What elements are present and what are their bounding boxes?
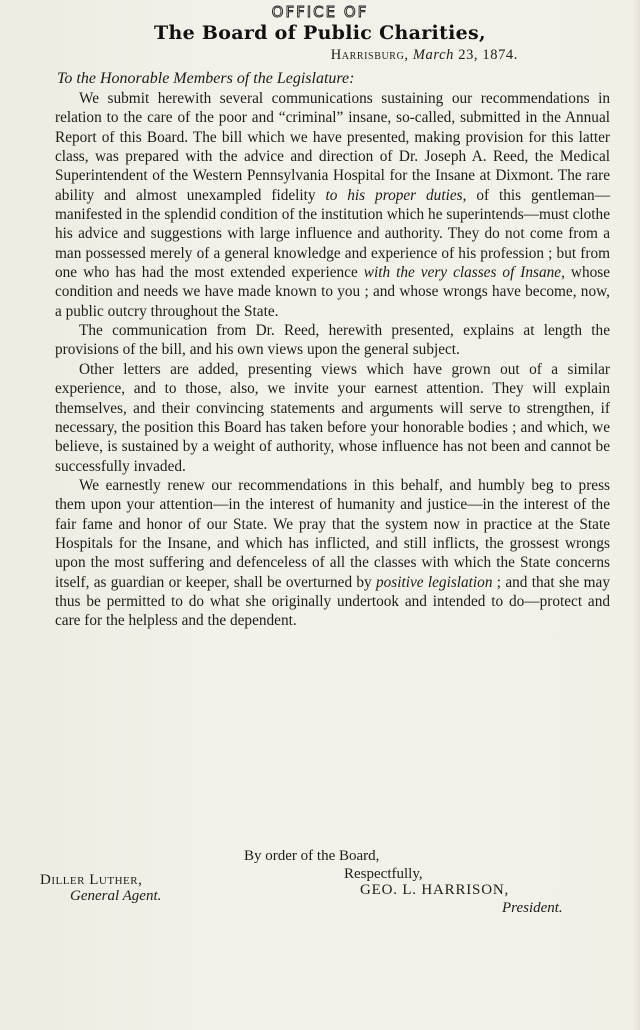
agent-signature: Diller Luther,: [40, 872, 143, 888]
president-signature: GEO. L. HARRISON,: [360, 882, 510, 898]
board-title: The Board of Public Charities,: [154, 22, 486, 44]
paragraph-1-emphasis-b: with the very classes of Insane,: [363, 264, 565, 282]
paragraph-4: [55, 476, 610, 631]
paragraph-4-text-a: We earnestly renew our recommendations in this behalf, and humbly beg to press them upon your attention—in the interest of humanity and justice—in the interest of the fair fame and honor of our State. We pray that the system now in practice at the State Hospitals for the Insane, and which has inflicted, and still inflicts, the grossest wrongs upon the most suffering and defenceless of all the classes with which the State concerns itself, as guardian or keeper, shall be overturned by: [55, 476, 610, 591]
paragraph-1: [55, 89, 610, 321]
by-order-line: By order of the Board,: [244, 848, 380, 864]
salutation: To the Honorable Members of the Legislature:: [57, 70, 355, 87]
dateline-month: March: [412, 47, 454, 63]
paragraph-4-text-b: ; and that she may thus be permitted to do what she originally undertook and intended to do—protect and care for the helpless and the dependent.: [55, 573, 610, 630]
president-title: President.: [502, 900, 563, 916]
office-heading: OFFICE OF: [271, 3, 369, 21]
letter-body: [55, 89, 610, 631]
paragraph-3: Other letters are added, presenting views which have grown out of a similar experience, and to those, also, we invite your earnest attention. They will explain themselves, and their convincing statements and arguments will serve to strengthen, if necessary, the position this Board has taken before your honorable bodies ; and which, we believe, is sustained by a weight of authority, whose influence has not been and cannot be successfully invaded.: [55, 360, 610, 475]
paragraph-1-emphasis-a: to his proper duties,: [325, 186, 467, 204]
paragraph-1-text-a: We submit herewith several communications sustaining our recommendations in relation to the care of the poor and “criminal” insane, so-called, submitted in the Annual Report of this Board. The bill which we have presented, making provision for this latter class, was prepared with the advice and direction of Dr. Joseph A. Reed, the Medical Superintendent of the Western Pennsylvania Hospital for the Insane at Dixmont. The rare ability and almost unexampled fidelity: [55, 90, 610, 204]
paragraph-4-emphasis: positive legislation: [376, 573, 493, 591]
paragraph-2: The communication from Dr. Reed, herewith presented, explains at length the provisions of the bill, and his own views upon the general subject.: [55, 322, 610, 359]
dateline: [331, 47, 518, 64]
dateline-place: Harrisburg,: [330, 47, 409, 63]
paragraph-1-text-c: whose condition and needs we have made known to you ; and whose wrongs have become, now, a public outcry throughout the State.: [55, 264, 611, 320]
dateline-day-year: 23, 1874.: [458, 47, 518, 63]
agent-title: General Agent.: [70, 888, 162, 904]
respectfully-line: Respectfully,: [344, 866, 423, 882]
page-edge-shadow: [632, 0, 640, 1030]
paragraph-1-text-b: of this gentleman—manifested in the splendid condition of the institution which he superintends—must clothe his advice and suggestions with large influence and authority. They do not come from a man possessed merely of a general knowledge and experience of his profession ; but from one who has had the most extended experience: [55, 186, 610, 282]
